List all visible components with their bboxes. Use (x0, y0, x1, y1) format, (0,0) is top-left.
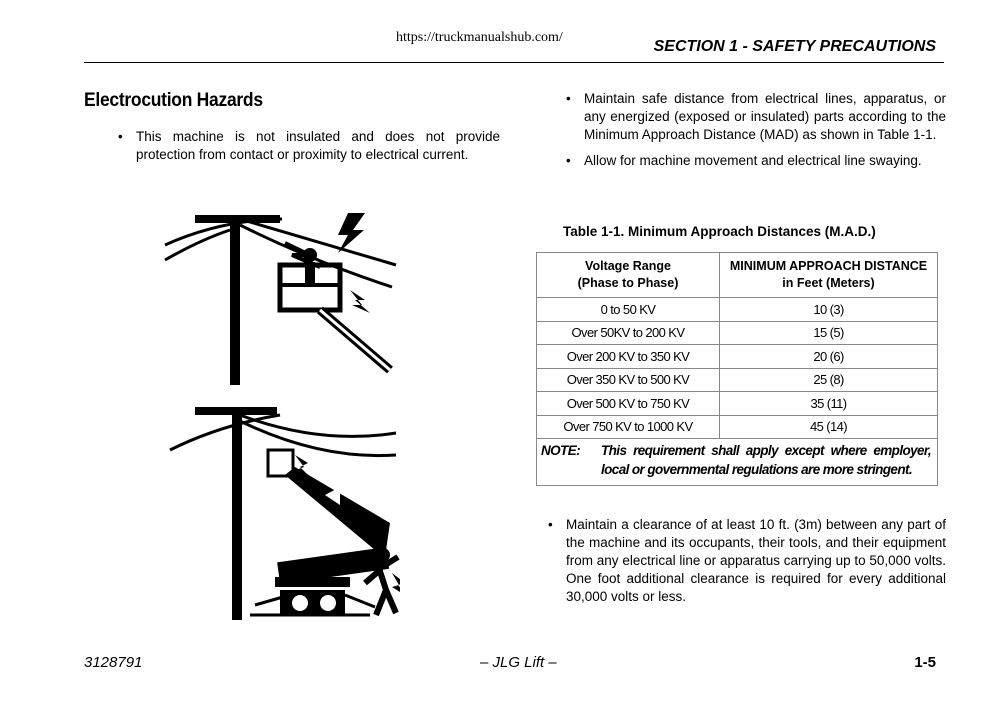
list-item: • Allow for machine movement and electrical line swaying. (566, 153, 922, 168)
distance-cell: 25 (8) (720, 368, 938, 392)
voltage-cell: 0 to 50 KV (537, 298, 720, 322)
doc-number: 3128791 (84, 654, 143, 671)
clearance-bullet (548, 516, 946, 606)
distance-cell: 45 (14) (720, 415, 938, 439)
lightning-bolt-icon (338, 213, 370, 313)
table-row (537, 392, 938, 416)
distance-cell: 10 (3) (720, 298, 938, 322)
voltage-cell: Over 750 KV to 1000 KV (537, 415, 720, 439)
page-number: 1-5 (914, 654, 936, 671)
distance-cell: 15 (5) (720, 321, 938, 345)
note-label: NOTE: (541, 443, 580, 458)
voltage-cell: Over 50KV to 200 KV (537, 321, 720, 345)
right-bullets (566, 90, 946, 170)
voltage-range-header: Voltage Range (Phase to Phase) (537, 253, 720, 298)
table-row (537, 298, 938, 322)
distance-cell: 35 (11) (720, 392, 938, 416)
list-item: • Maintain safe distance from electrical lines, apparatus, or any energized (exposed or insulated) parts according to the Minimum Approach Distance (MAD) as shown in Table 1-1. (566, 91, 946, 142)
aerial-lift-illustration (280, 248, 390, 370)
table-row (537, 415, 938, 439)
left-bullets (118, 128, 500, 164)
page-heading: Electrocution Hazards (84, 90, 263, 111)
table-row (537, 321, 938, 345)
left-column (84, 90, 500, 164)
table-note (537, 439, 938, 486)
bullet-text: Allow for machine movement and electrical line swaying. (584, 153, 922, 168)
table-title: Table 1-1. Minimum Approach Distances (M.A.D.) (563, 224, 876, 239)
note-text: This requirement shall apply except where employer, local or governmental regulations are more stringent. (601, 443, 931, 477)
mad-table (536, 252, 938, 486)
electrocution-illustration (160, 205, 400, 625)
table-row (537, 368, 938, 392)
bullet-text: This machine is not insulated and does not provide protection from contact or proximity to electrical current. (136, 129, 500, 162)
list-item: • Maintain a clearance of at least 10 ft. (3m) between any part of the machine and its occupants, their tools, and their equipment from any electrical line or apparatus carrying up to 50,000 volts. One foot additional clearance is required for every additional 30,000 volts or less. (548, 517, 946, 604)
right-column (566, 90, 946, 178)
bullet-text: Maintain a clearance of at least 10 ft. (3m) between any part of the machine and its occupants, their tools, and their equipment from any electrical line or apparatus carrying up to 50,000 volts. One foot additional clearance is required for every additional 30,000 volts or less. (566, 517, 946, 604)
list-item: • This machine is not insulated and does not provide protection from contact or proximity to electrical current. (118, 129, 500, 162)
bullet-text: Maintain safe distance from electrical lines, apparatus, or any energized (exposed or insulated) parts according to the Minimum Approach Distance (MAD) as shown in Table 1-1. (584, 91, 946, 142)
header-rule (84, 62, 944, 63)
voltage-cell: Over 350 KV to 500 KV (537, 368, 720, 392)
min-approach-distance-header: MINIMUM APPROACH DISTANCE in Feet (Meters) (720, 253, 938, 298)
table-note-row (537, 439, 938, 486)
header-url: https://truckmanualshub.com/ (396, 30, 563, 45)
voltage-cell: Over 200 KV to 350 KV (537, 345, 720, 369)
distance-cell: 20 (6) (720, 345, 938, 369)
voltage-cell: Over 500 KV to 750 KV (537, 392, 720, 416)
table-row (537, 345, 938, 369)
section-title: SECTION 1 - SAFETY PRECAUTIONS (653, 38, 936, 55)
footer-brand: – JLG Lift – (480, 654, 557, 671)
aerial-lift-illustration (250, 467, 390, 615)
table-header-row (537, 253, 938, 298)
